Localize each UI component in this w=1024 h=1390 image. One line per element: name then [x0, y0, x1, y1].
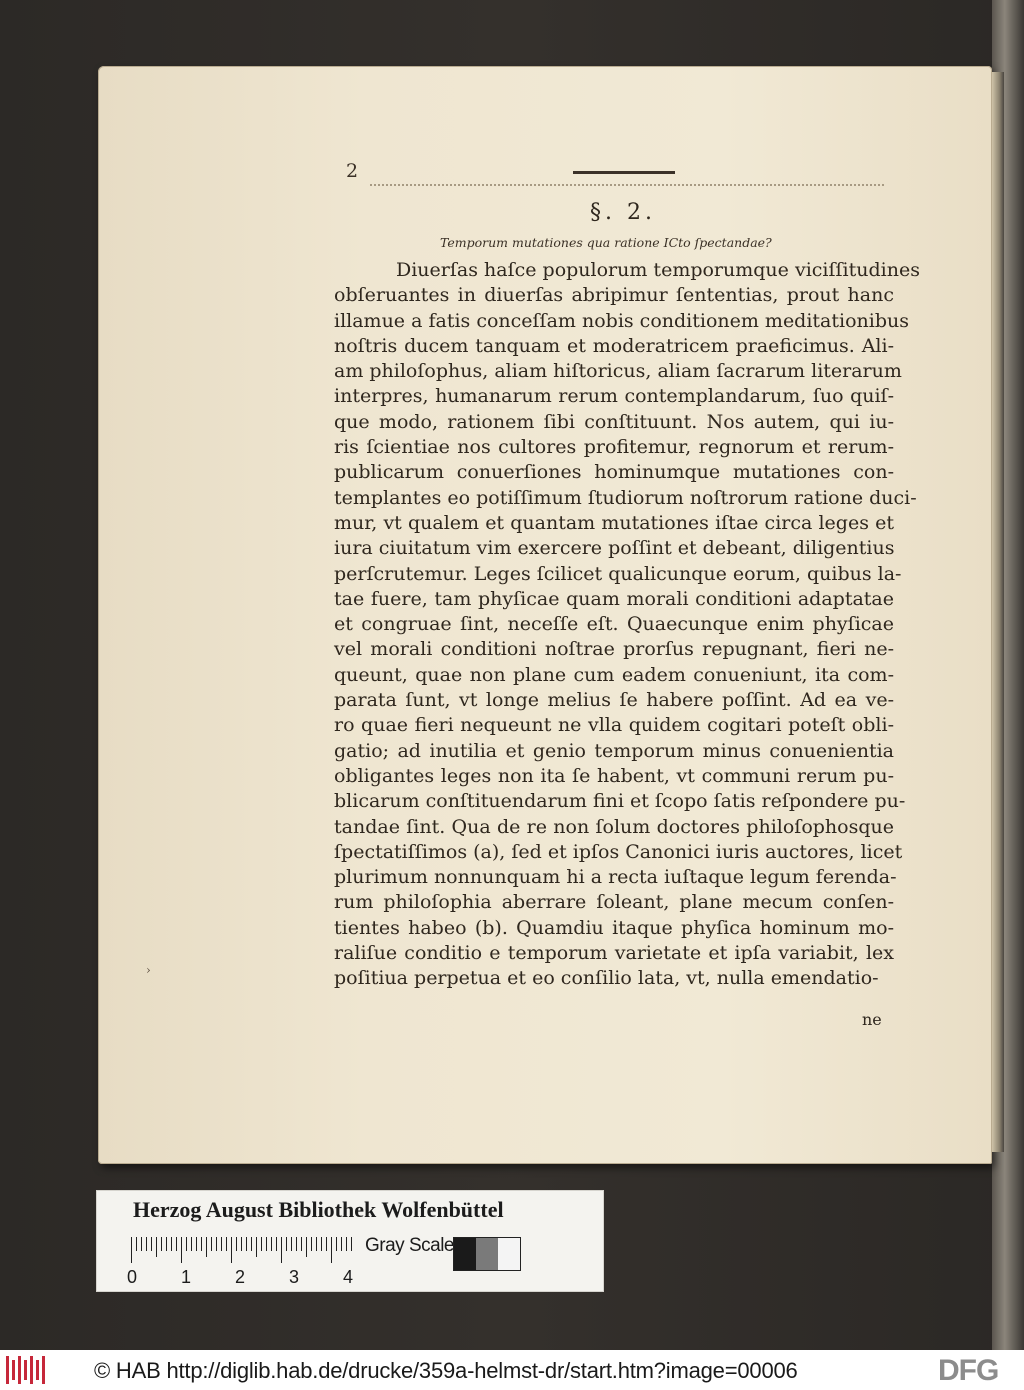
text-line: ſpectatiſſimos (a), ſed et ipſos Canonici iuris auctores, licet: [334, 840, 903, 863]
text-line: gatio; ad inutilia et genio temporum minus conuenientia: [334, 739, 894, 762]
text-line: que modo, rationem ſibi conſtituunt. Nos autem, qui iu-: [334, 410, 894, 433]
ruler-tick: [351, 1237, 352, 1251]
ruler-tick: [301, 1237, 302, 1251]
text-line: queunt, quae non plane cum eadem conueniunt, ita com-: [334, 663, 894, 686]
ruler-tick: [266, 1237, 267, 1251]
ruler-tick: [331, 1237, 332, 1263]
dotted-rule: [370, 184, 884, 186]
ruler-number: 4: [343, 1267, 354, 1287]
text-line: interpres, humanarum rerum contemplandarum, ſuo quiſ-: [334, 385, 894, 408]
logo-bar: [42, 1356, 45, 1384]
ruler-tick: [166, 1237, 167, 1251]
gray-swatch: [454, 1238, 476, 1270]
copyright-link[interactable]: © HAB http://diglib.hab.de/drucke/359a-helmst-dr/start.htm?image=00006: [94, 1358, 798, 1383]
ruler-number: 0: [127, 1267, 138, 1287]
ruler-tick: [286, 1237, 287, 1251]
ruler-tick: [181, 1237, 182, 1263]
ruler-tick: [346, 1237, 347, 1251]
ruler-number: 3: [289, 1267, 300, 1287]
text-line: ro quae fieri nequeunt ne vlla quidem cogitari poteſt obli-: [334, 714, 894, 737]
ruler-tick: [136, 1237, 137, 1251]
gray-swatch: [476, 1238, 498, 1270]
dfg-logo: DFG: [938, 1354, 999, 1387]
ruler-tick: [191, 1237, 192, 1251]
ruler-tick: [246, 1237, 247, 1251]
ruler-tick: [201, 1237, 202, 1251]
text-line: vel morali conditioni noſtrae prorſus repugnant, fieri ne-: [334, 638, 894, 661]
section-subtitle: Temporum mutationes qua ratione ICto ſpectandae?: [440, 235, 772, 250]
ruler-tick: [221, 1237, 222, 1251]
ruler-tick: [306, 1237, 307, 1257]
text-line: poſitiua perpetua et eo conſilio lata, vt, nulla emendatio-: [334, 967, 879, 990]
margin-mark: ›: [146, 963, 151, 977]
ruler-tick: [206, 1237, 207, 1257]
text-line: rum philoſophia aberrare ſoleant, plane mecum conſen-: [334, 891, 894, 914]
ruler-tick: [156, 1237, 157, 1257]
library-name: Herzog August Bibliothek Wolfenbüttel: [133, 1197, 504, 1222]
logo-bar: [12, 1360, 15, 1380]
gray-scale-label: Gray Scale: [365, 1235, 454, 1256]
text-line: plurimum nonnunquam hi a recta iuſtaque legum ferenda-: [334, 866, 897, 889]
logo-bar: [30, 1356, 33, 1384]
logo-bar: [18, 1356, 21, 1384]
header-rule: [573, 171, 675, 174]
ruler-tick: [281, 1237, 282, 1263]
text-line: noſtris ducem tanquam et moderatricem praeficimus. Ali-: [334, 334, 894, 357]
text-line: am philoſophus, aliam hiſtoricus, aliam ſacrarum literarum: [334, 360, 902, 383]
ruler-tick: [271, 1237, 272, 1251]
ruler-tick: [151, 1237, 152, 1251]
text-line: tae fuere, tam phyſicae quam morali conditioni adaptatae: [334, 587, 894, 610]
ruler-tick: [311, 1237, 312, 1251]
text-line: iura ciuitatum vim exercere poſſint et debeant, diligentius: [334, 537, 895, 560]
text-line: raliſue conditio e temporum varietate et ipſa variabit, lex: [334, 942, 894, 965]
catchword: ne: [862, 1010, 882, 1029]
ruler-tick: [316, 1237, 317, 1251]
text-line: tientes habeo (b). Quamdiu itaque phyſica hominum mo-: [334, 916, 894, 939]
ruler-tick: [261, 1237, 262, 1251]
text-line: blicarum conſtituendarum fini et ſcopo ſatis reſpondere pu-: [334, 790, 906, 813]
ruler-tick: [236, 1237, 237, 1251]
ruler-number: 1: [181, 1267, 192, 1287]
ruler-tick: [256, 1237, 257, 1257]
ruler-tick: [231, 1237, 232, 1263]
ruler-tick: [176, 1237, 177, 1251]
gray-swatch: [498, 1238, 520, 1270]
ruler-tick: [291, 1237, 292, 1251]
logo-bar: [24, 1360, 27, 1380]
text-line: mur, vt qualem et quantam mutationes iſtae circa leges et: [334, 511, 894, 534]
text-line: Diuerſas haſce populorum temporumque viciſſitudines: [396, 259, 920, 281]
section-heading: §. 2.: [590, 200, 656, 225]
text-line: perſcrutemur. Leges ſcilicet qualicunque eorum, quibus la-: [334, 562, 902, 585]
ruler-tick: [226, 1237, 227, 1251]
text-line: et congruae ſint, neceſſe eſt. Quaecunque enim phyſicae: [334, 613, 894, 636]
ruler-tick: [276, 1237, 277, 1251]
text-line: parata ſunt, vt longe melius ſe habere poſſint. Ad ea ve-: [334, 689, 894, 712]
ruler-tick: [161, 1237, 162, 1251]
text-line: obligantes leges non ita ſe habent, vt communi rerum pu-: [334, 764, 894, 787]
ruler-tick: [146, 1237, 147, 1251]
ruler-number: 2: [235, 1267, 246, 1287]
library-label: [96, 1190, 604, 1292]
logo-bar: [36, 1360, 39, 1380]
text-line: illamue a fatis conceſſam nobis conditionem meditationibus: [334, 309, 910, 332]
ruler-tick: [336, 1237, 337, 1251]
text-line: ris ſcientiae nos cultores profitemur, regnorum et rerum-: [334, 436, 894, 459]
ruler-tick: [141, 1237, 142, 1251]
ruler-tick: [211, 1237, 212, 1251]
text-line: obſeruantes in diuerſas abripimur ſententias, prout hanc: [334, 284, 894, 307]
ruler-tick: [296, 1237, 297, 1251]
ruler-tick: [196, 1237, 197, 1251]
ruler-tick: [171, 1237, 172, 1251]
body-text: [334, 258, 920, 992]
ruler-tick: [341, 1237, 342, 1251]
ruler-tick: [216, 1237, 217, 1251]
footer-bar: [0, 1350, 1024, 1390]
logo-bar: [6, 1356, 9, 1384]
ruler-tick: [321, 1237, 322, 1251]
ruler-tick: [186, 1237, 187, 1251]
text-line: templantes eo potiſſimum ſtudiorum noſtrorum ratione duci-: [334, 486, 917, 509]
page-number: 2: [346, 160, 359, 182]
hab-logo-icon: [6, 1356, 46, 1384]
text-line: tandae ſint. Qua de re non ſolum doctores philoſophosque: [334, 815, 894, 838]
ruler-tick: [251, 1237, 252, 1251]
ruler-tick: [131, 1237, 132, 1263]
text-line: publicarum conuerſiones hominumque mutationes con-: [334, 461, 894, 484]
ruler-tick: [241, 1237, 242, 1251]
ruler-tick: [326, 1237, 327, 1251]
gray-scale-swatch: [453, 1237, 521, 1271]
scale-ruler: [131, 1237, 353, 1263]
